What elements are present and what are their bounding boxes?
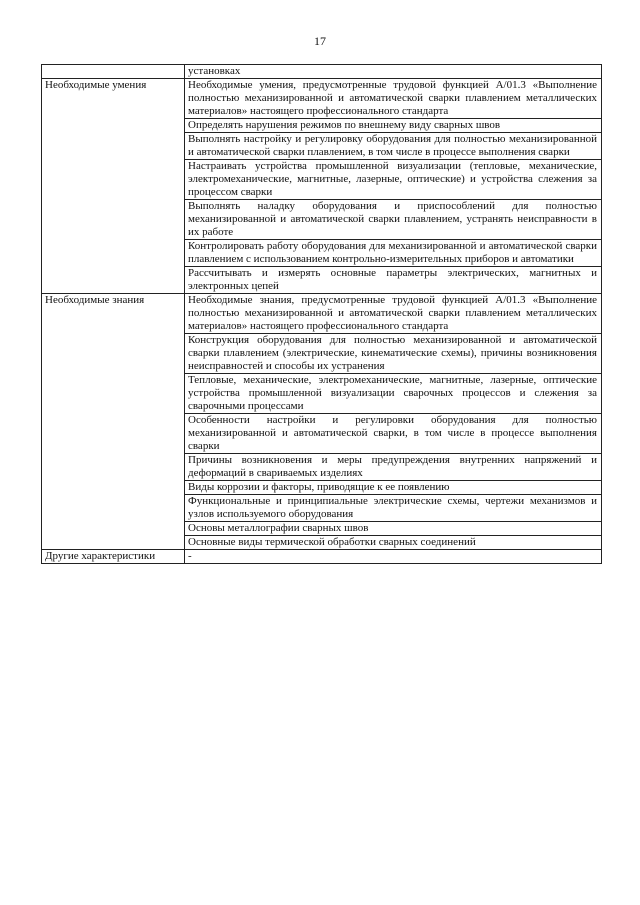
row-text: Причины возникновения и меры предупреждения внутренних напряжений и деформаций в свариваемых изделиях — [185, 454, 602, 481]
row-text: Настраивать устройства промышленной визуализации (тепловые, механические, электромеханические, магнитные, лазерные, оптические) и устройства слежения за процессом сварки — [185, 160, 602, 200]
page-number: 17 — [314, 34, 326, 48]
table-row — [42, 79, 602, 119]
row-text: Основные виды термической обработки сварных соединений — [185, 536, 602, 550]
row-text: Функциональные и принципиальные электрические схемы, чертежи механизмов и узлов используемого оборудования — [185, 495, 602, 522]
table-row — [42, 65, 602, 79]
row-text: Необходимые знания, предусмотренные трудовой функцией А/01.3 «Выполнение полностью механизированной и автоматической сварки плавлением металлических материалов» настоящего профессионального стандарта — [185, 294, 602, 334]
row-text: Виды коррозии и факторы, приводящие к ее появлению — [185, 481, 602, 495]
row-text: Выполнять настройку и регулировку оборудования для полностью механизированной и автоматической сварки плавлением, в том числе в процессе выполнения сварки — [185, 133, 602, 160]
row-text: Тепловые, механические, электромеханические, магнитные, лазерные, оптические устройства промышленной визуализации сварочных процессов и слежения за сварочными процессами — [185, 374, 602, 414]
table-row — [42, 294, 602, 334]
table-row — [42, 550, 602, 564]
row-text: - — [185, 550, 602, 564]
row-text: Основы металлографии сварных швов — [185, 522, 602, 536]
row-text: Рассчитывать и измерять основные параметры электрических, магнитных и электронных цепей — [185, 267, 602, 294]
row-text: Определять нарушения режимов по внешнему виду сварных швов — [185, 119, 602, 133]
row-label — [42, 65, 185, 79]
row-text: Конструкция оборудования для полностью механизированной и автоматической сварки плавлением (электрические, кинематические схемы), причины возникновения неисправностей и способы их устранения — [185, 334, 602, 374]
row-label-skills: Необходимые умения — [42, 79, 185, 294]
row-text: Контролировать работу оборудования для механизированной и автоматической сварки плавлением с использованием контрольно-измерительных приборов и автоматики — [185, 240, 602, 267]
competency-table — [41, 64, 602, 564]
row-text: Необходимые умения, предусмотренные трудовой функцией А/01.3 «Выполнение полностью механизированной и автоматической сварки плавлением металлических материалов» настоящего профессионального стандарта — [185, 79, 602, 119]
row-text: Особенности настройки и регулировки оборудования для полностью механизированной и автоматической сварки, в том числе в процессе выполнения сварки — [185, 414, 602, 454]
row-text: установках — [185, 65, 602, 79]
row-label-knowledge: Необходимые знания — [42, 294, 185, 550]
row-label-other: Другие характеристики — [42, 550, 185, 564]
row-text: Выполнять наладку оборудования и приспособлений для полностью механизированной и автоматической сварки плавлением, устранять неисправности в их работе — [185, 200, 602, 240]
